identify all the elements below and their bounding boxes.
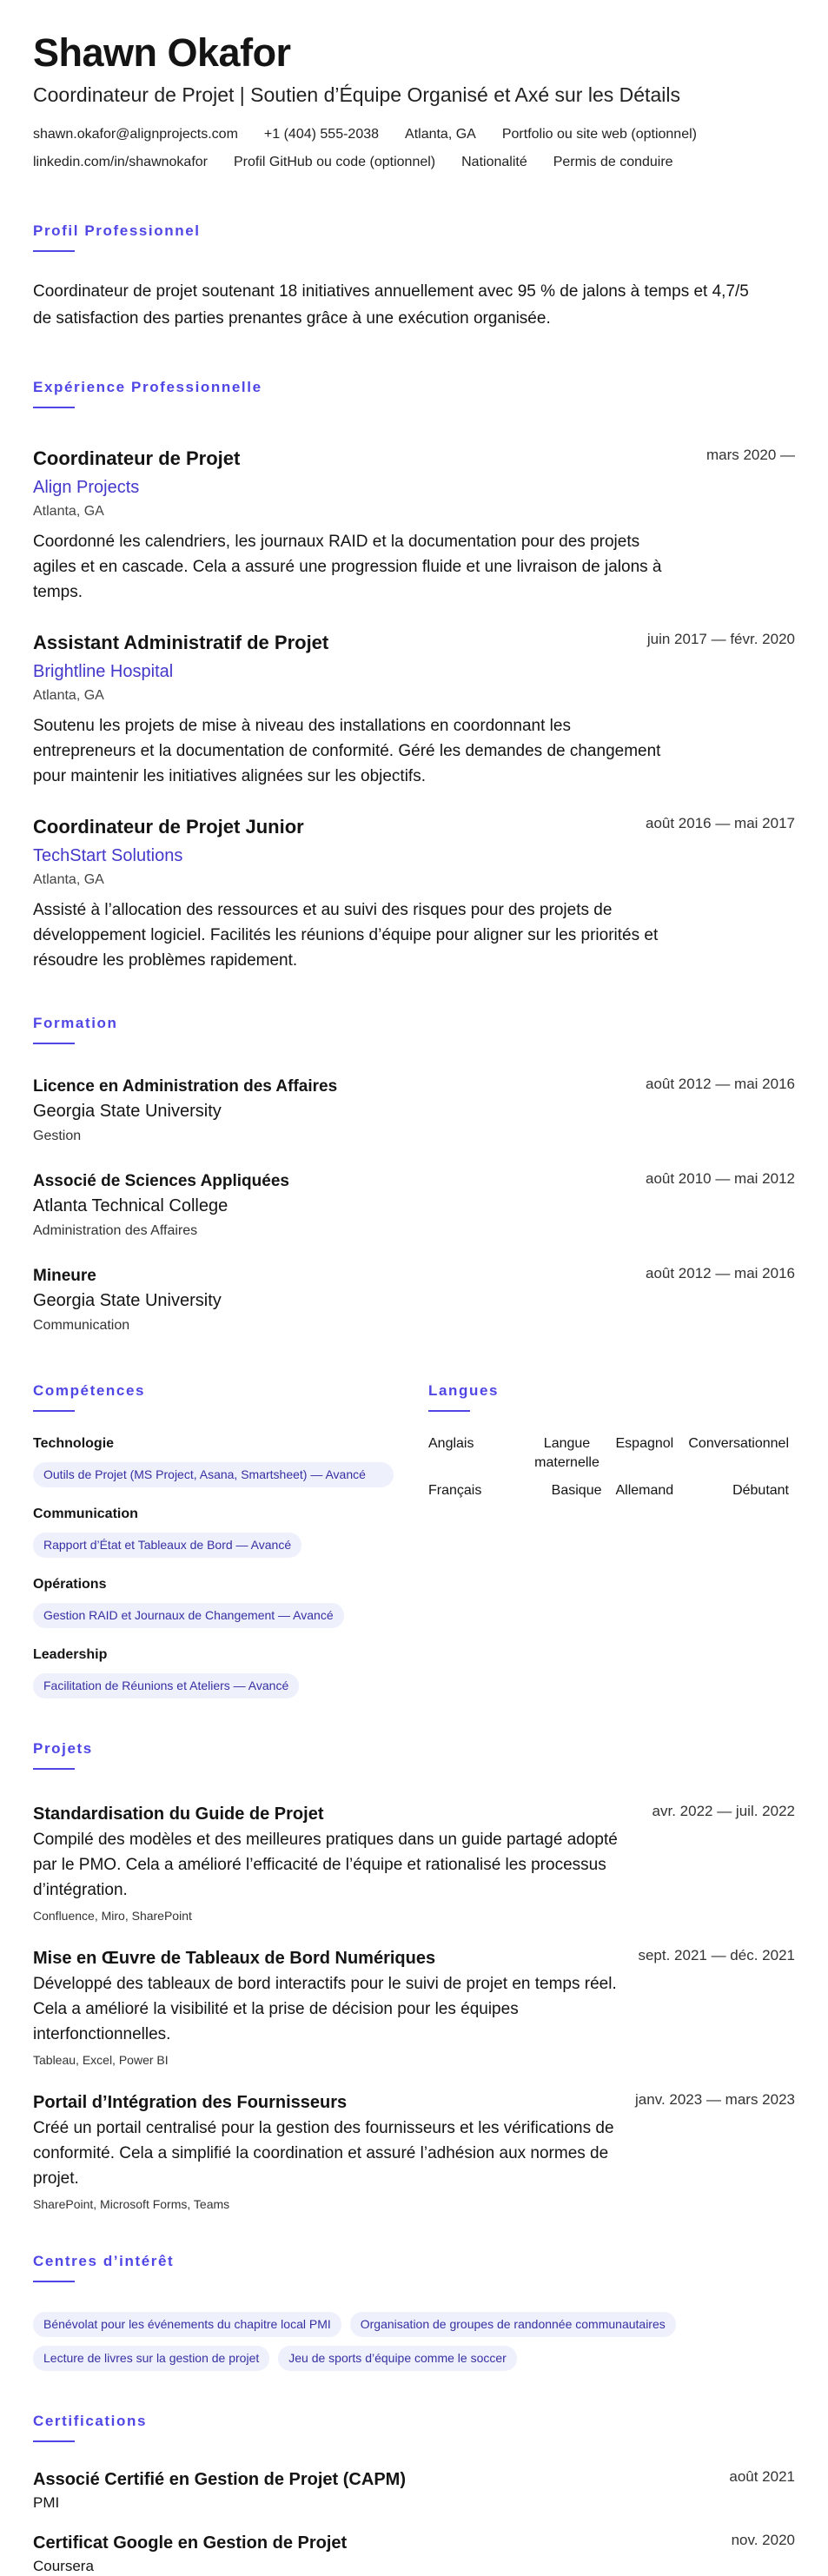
section-title: Expérience Professionnelle [33, 379, 262, 395]
project-date: janv. 2023 — mars 2023 [635, 2091, 795, 2108]
education-field: Communication [33, 1318, 130, 1333]
education-degree: Associé de Sciences Appliquées [33, 1172, 289, 1190]
interest-pill: Lecture de livres sur la gestion de projet [33, 2346, 269, 2371]
education-date: août 2012 — mai 2016 [645, 1265, 795, 1281]
project-tools: SharePoint, Microsoft Forms, Teams [33, 2197, 230, 2211]
contact-nationality: Nationalité [461, 155, 527, 169]
education-item [33, 1076, 795, 1146]
project-description: Créé un portail centralisé pour la gestion des fournisseurs et les vérifications de conformité. Cela a simplifié la coordination et assuré l’adhésion aux normes de projet. [33, 2119, 614, 2188]
section-title: Certifications [33, 2413, 148, 2429]
skill-pill: Outils de Projet (MS Project, Asana, Smartsheet) — Avancé [33, 1462, 394, 1487]
job-description: Assisté à l’allocation des ressources et au suivi des risques pour des projets de développement logiciel. Facilités les réunions d’équipe pour aligner sur les priorités et résoudre les problèmes rapidement. [33, 901, 659, 970]
project-title: Standardisation du Guide de Projet [33, 1805, 324, 1824]
job-company: TechStart Solutions [33, 846, 183, 865]
skill-group [33, 1575, 402, 1628]
resume-header [33, 30, 795, 172]
job-title: Coordinateur de Projet [33, 447, 241, 469]
skill-category: Leadership [33, 1647, 108, 1662]
job-description: Coordonné les calendriers, les journaux RAID et la documentation pour des projets agiles et en cascade. Cela a assuré une progression fluide et une livraison de jalons à temps. [33, 533, 662, 601]
section-divider [33, 2281, 75, 2282]
project-item [33, 2091, 795, 2213]
contact-phone[interactable]: +1 (404) 555-2038 [263, 127, 380, 142]
education-degree: Licence en Administration des Affaires [33, 1077, 338, 1096]
certification-issuer: PMI [33, 2494, 60, 2511]
language-item [616, 1434, 790, 1473]
projects-section [33, 1740, 795, 2213]
certification-item [33, 2532, 795, 2576]
job-location: Atlanta, GA [33, 504, 104, 519]
section-divider [33, 1768, 75, 1770]
experience-item [33, 631, 795, 789]
section-divider [428, 1410, 470, 1412]
language-level: Débutant [732, 1483, 789, 1498]
experience-item [33, 447, 795, 605]
education-item [33, 1265, 795, 1335]
education-school: Atlanta Technical College [33, 1196, 229, 1215]
section-title: Formation [33, 1015, 118, 1031]
job-company: Align Projects [33, 478, 140, 497]
section-divider [33, 2440, 75, 2442]
language-item [428, 1481, 602, 1500]
project-tools: Confluence, Miro, SharePoint [33, 1909, 192, 1923]
language-name: Espagnol [615, 1436, 674, 1451]
job-title: Coordinateur de Projet Junior [33, 816, 304, 838]
project-description: Développé des tableaux de bord interactifs pour le suivi de projet en temps réel. Cela a amélioré la visibilité et la prise de décision pour les équipes interfonctionnelles. [33, 1975, 617, 2043]
language-level: Langue maternelle [534, 1436, 599, 1470]
project-item [33, 1947, 795, 2069]
skills-list [33, 1434, 402, 1699]
certification-date: nov. 2020 [731, 2532, 795, 2548]
language-item [428, 1434, 602, 1473]
language-item [616, 1481, 790, 1500]
skill-pill: Rapport d’État et Tableaux de Bord — Avancé [33, 1533, 301, 1558]
certification-name: Associé Certifié en Gestion de Projet (CAPM) [33, 2470, 406, 2489]
contact-email[interactable]: shawn.okafor@alignprojects.com [33, 127, 238, 142]
project-title: Mise en Œuvre de Tableaux de Bord Numériques [33, 1949, 436, 1968]
experience-section [33, 379, 795, 973]
education-section [33, 1015, 795, 1335]
skill-group [33, 1505, 402, 1558]
skill-pill: Facilitation de Réunions et Ateliers — Avancé [33, 1673, 299, 1699]
education-date: août 2010 — mai 2012 [645, 1170, 795, 1187]
job-date: mars 2020 — [705, 447, 795, 463]
project-tools: Tableau, Excel, Power BI [33, 2053, 169, 2067]
certification-item [33, 2468, 795, 2513]
contact-linkedin[interactable]: linkedin.com/in/shawnokafor [33, 155, 208, 169]
languages-list [428, 1434, 789, 1500]
languages-section [428, 1382, 789, 1699]
job-location: Atlanta, GA [33, 872, 104, 887]
section-title: Centres d’intérêt [33, 2253, 175, 2269]
skill-group [33, 1434, 402, 1487]
language-level: Basique [551, 1483, 602, 1498]
experience-item [33, 815, 795, 973]
contact-list [33, 125, 780, 172]
section-title: Compétences [33, 1382, 146, 1399]
language-name: Français [428, 1483, 482, 1498]
education-date: août 2012 — mai 2016 [645, 1076, 795, 1092]
interest-pill: Bénévolat pour les événements du chapitre local PMI [33, 2312, 341, 2337]
profile-summary: Coordinateur de projet soutenant 18 initiatives annuellement avec 95 % de jalons à temps et 4,7/5 de satisfaction des parties prenantes grâce à une exécution organisée. [33, 282, 749, 328]
education-item [33, 1170, 795, 1241]
interest-pill: Jeu de sports d’équipe comme le soccer [278, 2346, 517, 2371]
project-date: avr. 2022 — juil. 2022 [652, 1803, 795, 1819]
education-school: Georgia State University [33, 1291, 222, 1310]
skill-category: Communication [33, 1507, 138, 1521]
education-field: Administration des Affaires [33, 1223, 198, 1238]
job-location: Atlanta, GA [33, 688, 104, 703]
section-title: Profil Professionnel [33, 222, 201, 239]
section-divider [33, 1043, 75, 1044]
candidate-name: Shawn Okafor [33, 30, 291, 75]
section-divider [33, 1410, 75, 1412]
skills-section [33, 1382, 402, 1699]
job-title: Assistant Administratif de Projet [33, 632, 329, 653]
section-divider [33, 407, 75, 408]
skill-group [33, 1646, 402, 1699]
project-date: sept. 2021 — déc. 2021 [638, 1947, 795, 1963]
section-title: Projets [33, 1740, 93, 1757]
skill-category: Technologie [33, 1436, 115, 1451]
contact-portfolio[interactable]: Portfolio ou site web (optionnel) [501, 127, 697, 142]
job-description: Soutenu les projets de mise à niveau des installations en coordonnant les entrepreneurs et la documentation de conformité. Géré les demandes de changement pour maintenir les initiatives alignées sur les objectifs. [33, 717, 661, 785]
interest-pill: Organisation de groupes de randonnée communautaires [350, 2312, 676, 2337]
certifications-section [33, 2413, 795, 2576]
job-date: août 2016 — mai 2017 [645, 815, 795, 831]
section-title: Langues [428, 1382, 500, 1399]
contact-license: Permis de conduire [553, 155, 673, 169]
job-company: Brightline Hospital [33, 662, 174, 681]
language-level: Conversationnel [688, 1436, 789, 1451]
language-name: Anglais [428, 1436, 474, 1451]
section-divider [33, 250, 75, 252]
interests-section [33, 2253, 795, 2371]
project-description: Compilé des modèles et des meilleures pratiques dans un guide partagé adopté par le PMO. Cela a amélioré l’efficacité de l’équipe et rationalisé les processus d’intégration. [33, 1831, 618, 1899]
project-item [33, 1803, 795, 1924]
certification-date: août 2021 [729, 2468, 795, 2485]
candidate-headline: Coordinateur de Projet | Soutien d’Équipe Organisé et Axé sur les Détails [33, 83, 680, 106]
profile-section [33, 222, 795, 332]
contact-location: Atlanta, GA [405, 127, 476, 142]
skill-category: Opérations [33, 1577, 107, 1592]
certification-name: Certificat Google en Gestion de Projet [33, 2533, 348, 2553]
language-name: Allemand [615, 1483, 674, 1498]
project-title: Portail d’Intégration des Fournisseurs [33, 2093, 348, 2112]
skills-languages-row [33, 1382, 795, 1699]
certification-issuer: Coursera [33, 2558, 94, 2574]
contact-github[interactable]: Profil GitHub ou code (optionnel) [234, 155, 436, 169]
education-field: Gestion [33, 1129, 82, 1143]
job-date: juin 2017 — févr. 2020 [646, 631, 795, 647]
skill-pill: Gestion RAID et Journaux de Changement — Avancé [33, 1603, 344, 1628]
interests-list [33, 2303, 780, 2371]
education-degree: Mineure [33, 1267, 96, 1285]
education-school: Georgia State University [33, 1102, 222, 1121]
